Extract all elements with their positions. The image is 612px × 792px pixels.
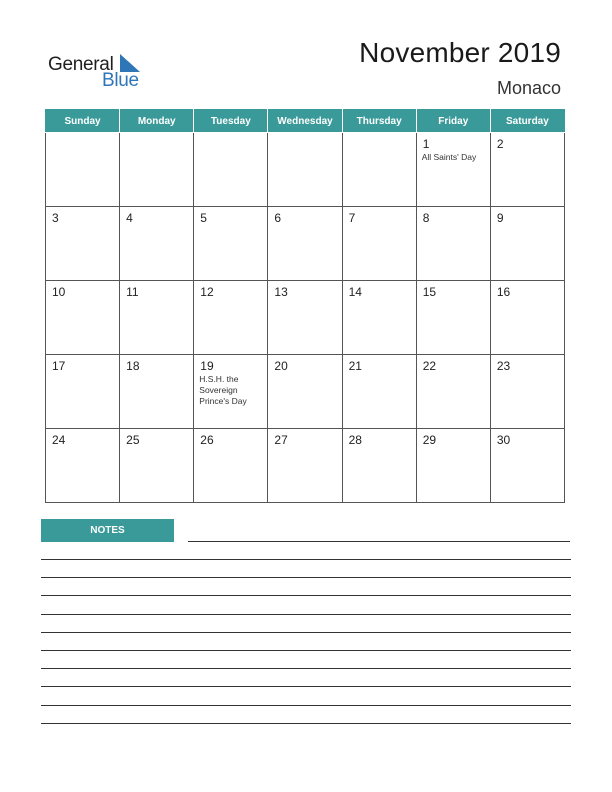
weekday-header-row xyxy=(46,110,565,133)
country-subtitle: Monaco xyxy=(496,78,561,98)
day-number: 12 xyxy=(200,285,214,299)
notes-line xyxy=(41,614,571,615)
week-row xyxy=(46,355,565,429)
week-row xyxy=(46,207,565,281)
weekday-header: Monday xyxy=(120,110,194,133)
day-cell xyxy=(490,207,564,281)
day-cell xyxy=(194,281,268,355)
day-number: 28 xyxy=(348,433,362,447)
day-number: 13 xyxy=(274,285,288,299)
holiday-label: H.S.H. the Sovereign Prince's Day xyxy=(199,374,247,406)
notes-label: NOTES xyxy=(41,519,174,542)
weekday-header: Wednesday xyxy=(268,110,342,133)
week-row xyxy=(46,133,565,207)
day-cell xyxy=(120,133,194,207)
notes-line xyxy=(41,686,571,687)
weekday-header: Tuesday xyxy=(194,110,268,133)
day-number: 21 xyxy=(348,359,362,373)
day-cell xyxy=(342,207,416,281)
day-cell xyxy=(120,429,194,503)
day-cell xyxy=(416,355,490,429)
day-cell xyxy=(46,207,120,281)
brand-logo xyxy=(48,52,158,92)
day-number: 17 xyxy=(52,359,66,373)
day-number: 25 xyxy=(126,433,140,447)
logo-text-blue: Blue xyxy=(102,70,139,91)
logo-text-general: General xyxy=(48,54,114,75)
day-number: 10 xyxy=(52,285,66,299)
weekday-header: Thursday xyxy=(342,110,416,133)
day-cell xyxy=(268,429,342,503)
day-number: 19 xyxy=(200,359,214,373)
calendar-body xyxy=(46,133,565,503)
notes-line xyxy=(41,559,571,560)
day-cell xyxy=(194,133,268,207)
day-number: 29 xyxy=(422,433,437,447)
day-number: 22 xyxy=(422,359,437,373)
weekday-header: Saturday xyxy=(490,110,564,133)
week-row xyxy=(46,281,565,355)
day-cell xyxy=(46,429,120,503)
day-cell xyxy=(416,133,490,207)
day-cell xyxy=(342,429,416,503)
notes-line xyxy=(41,577,571,578)
day-cell xyxy=(194,207,268,281)
notes-line xyxy=(188,541,570,542)
day-cell xyxy=(490,133,564,207)
weekday-header: Sunday xyxy=(46,110,120,133)
day-cell xyxy=(120,207,194,281)
day-number: 2 xyxy=(496,137,504,151)
day-number: 5 xyxy=(200,211,207,225)
week-row xyxy=(46,429,565,503)
day-number: 14 xyxy=(348,285,362,299)
day-cell xyxy=(268,207,342,281)
day-number: 3 xyxy=(52,211,59,225)
day-cell xyxy=(120,281,194,355)
notes-line xyxy=(41,650,571,651)
day-number: 23 xyxy=(496,359,511,373)
day-cell xyxy=(194,355,268,429)
day-number: 4 xyxy=(126,211,133,225)
weekday-header: Friday xyxy=(416,110,490,133)
notes-line xyxy=(41,632,571,633)
notes-line xyxy=(41,723,571,724)
day-cell xyxy=(490,429,564,503)
day-cell xyxy=(342,281,416,355)
day-number: 26 xyxy=(200,433,214,447)
day-cell xyxy=(268,281,342,355)
day-number: 16 xyxy=(496,285,511,299)
day-number: 27 xyxy=(274,433,288,447)
day-cell xyxy=(46,355,120,429)
notes-line xyxy=(41,668,571,669)
day-number: 7 xyxy=(348,211,356,225)
day-number: 30 xyxy=(496,433,511,447)
day-number: 1 xyxy=(422,137,430,151)
day-cell xyxy=(342,355,416,429)
day-cell xyxy=(490,281,564,355)
day-cell xyxy=(416,281,490,355)
day-number: 6 xyxy=(274,211,282,225)
day-cell xyxy=(490,355,564,429)
day-cell xyxy=(194,429,268,503)
day-number: 11 xyxy=(126,285,139,299)
day-number: 24 xyxy=(52,433,66,447)
calendar-grid xyxy=(45,109,565,503)
day-cell xyxy=(416,207,490,281)
notes-line xyxy=(41,595,571,596)
day-cell xyxy=(46,281,120,355)
page-title: November 2019 xyxy=(359,37,561,68)
day-cell xyxy=(416,429,490,503)
day-number: 15 xyxy=(422,285,437,299)
day-number: 9 xyxy=(496,211,504,225)
day-cell xyxy=(268,355,342,429)
holiday-label: All Saints' Day xyxy=(421,152,477,162)
day-cell xyxy=(342,133,416,207)
day-cell xyxy=(268,133,342,207)
day-number: 20 xyxy=(274,359,288,373)
day-cell xyxy=(46,133,120,207)
notes-line xyxy=(41,705,571,706)
day-number: 8 xyxy=(422,211,430,225)
day-number: 18 xyxy=(126,359,140,373)
day-cell xyxy=(120,355,194,429)
